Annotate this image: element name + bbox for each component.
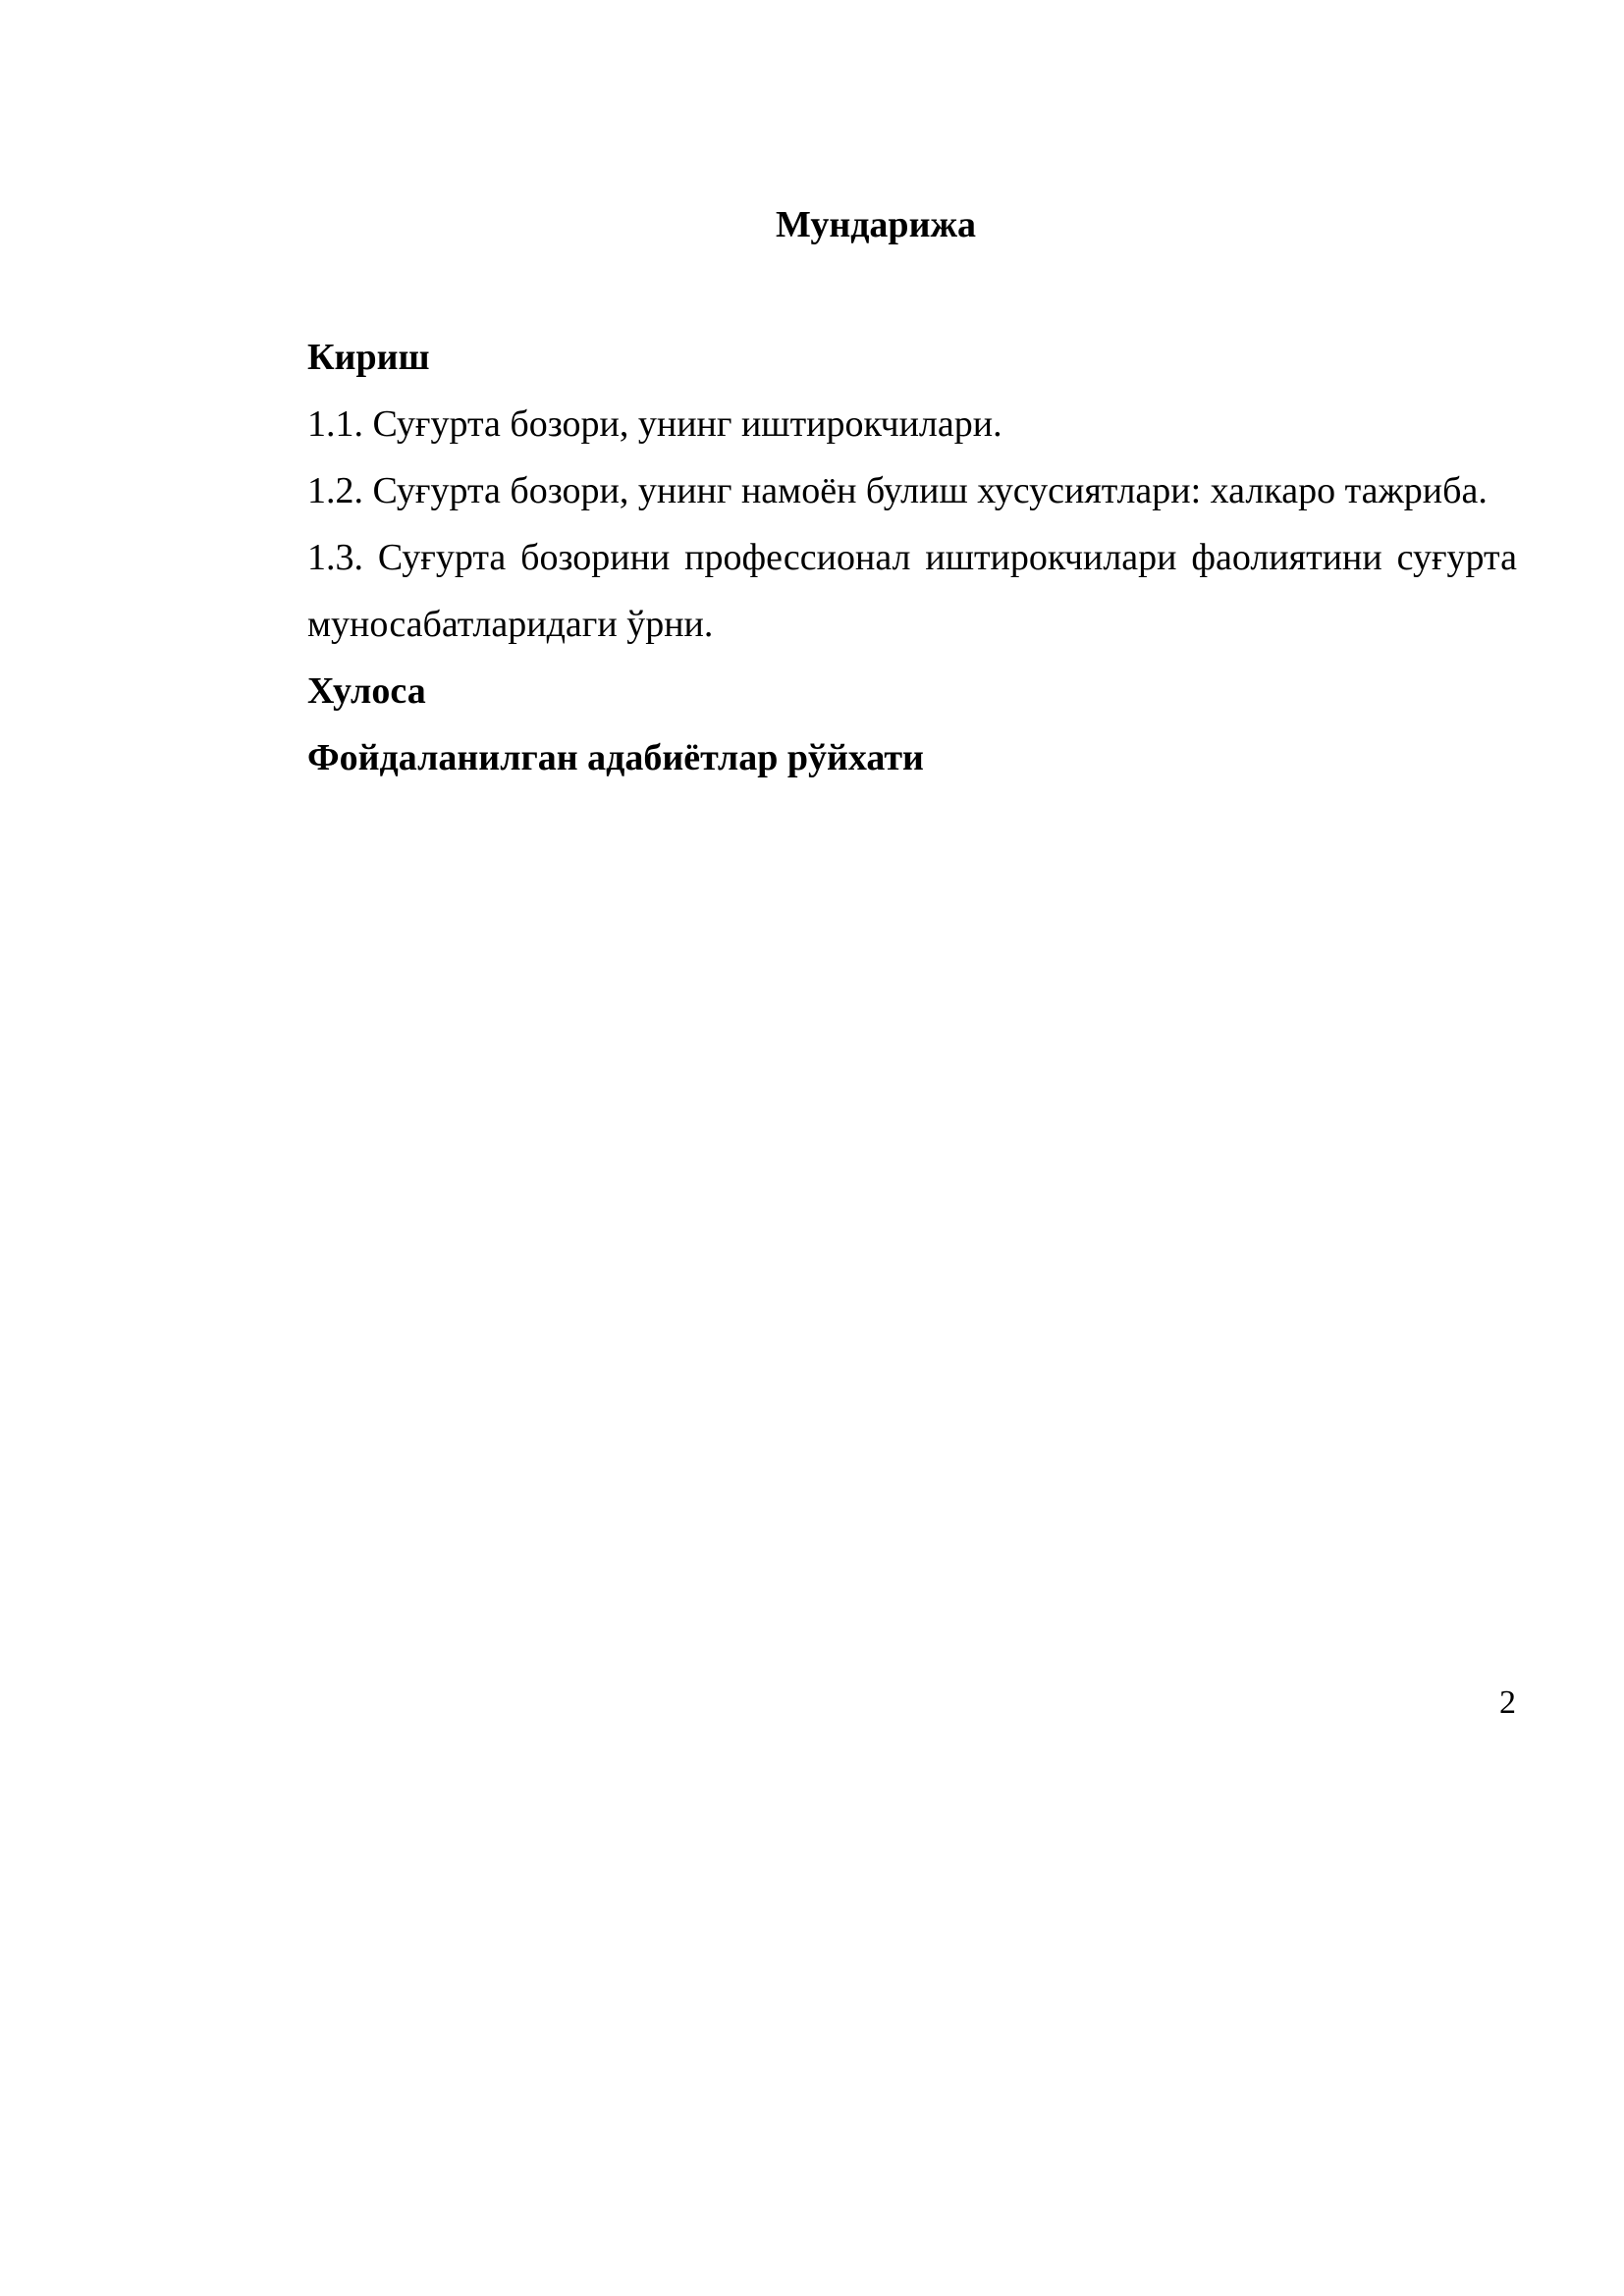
page-number: 2	[1499, 1684, 1516, 1721]
toc-item-introduction: Кириш	[307, 337, 430, 378]
toc-item-1-2: 1.2. Суғурта бозори, унинг намоён булиш хусусиятлари: халкаро тажриба.	[307, 470, 1488, 511]
page-title: Мундарижа	[775, 204, 977, 245]
toc-item-bibliography: Фойдаланилган адабиётлар рўйхати	[307, 737, 924, 778]
toc-item-conclusion: Хулоса	[307, 670, 426, 712]
table-of-contents	[307, 324, 1517, 791]
toc-item-1-1: 1.1. Суғурта бозори, унинг иштирокчилари.	[307, 403, 1002, 445]
toc-item-1-3: 1.3. Суғурта бозорини профессионал иштирокчилари фаолиятини суғурта муносабатларидаги ўрни.	[307, 537, 1517, 645]
